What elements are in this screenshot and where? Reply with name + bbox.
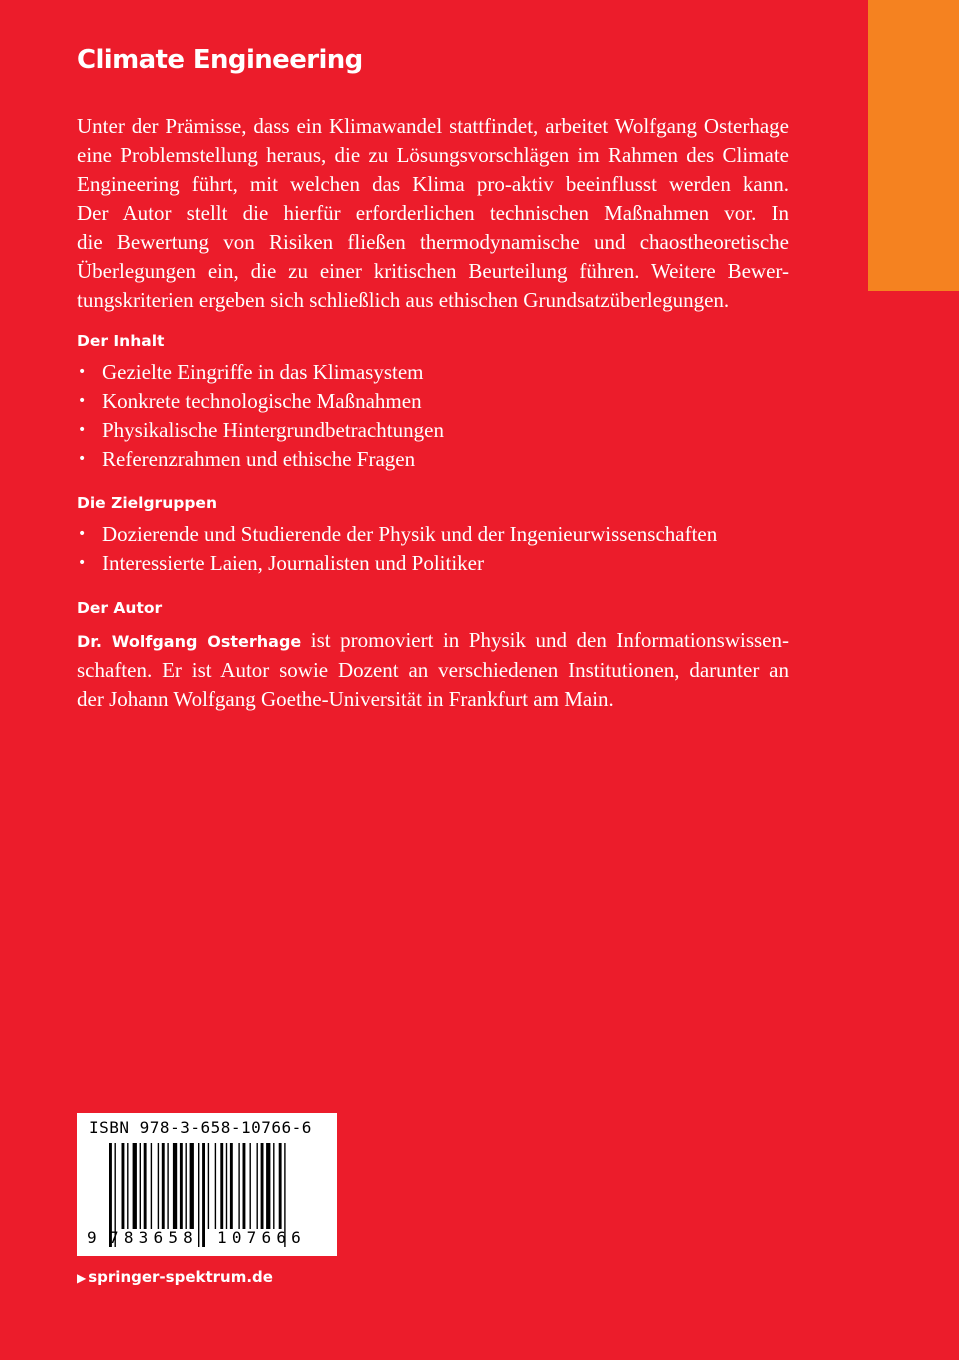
isbn-barcode-box [77, 1113, 337, 1256]
autor-heading: Der Autor [77, 599, 163, 617]
intro-paragraph [77, 112, 789, 315]
bio-line: schaften. Er ist Autor sowie Dozent an verschiedenen Institutionen, darunter an [77, 658, 789, 682]
zielgruppen-heading: Die Zielgruppen [77, 494, 217, 512]
intro-line: Der Autor stellt die hierfür erforderlichen technischen Maßnahmen vor. In [77, 201, 789, 225]
bullet-icon: • [78, 451, 87, 467]
bio-line: Dr. Wolfgang Osterhage ist promoviert in Physik und den Informationswissen- [77, 628, 789, 652]
intro-line: eine Problemstellung heraus, die zu Lösungsvorschlägen im Rahmen des Climate [77, 143, 789, 167]
list-item: • Referenzrahmen und ethische Fragen [77, 445, 444, 474]
list-item: • Gezielte Eingriffe in das Klimasystem [77, 358, 444, 387]
isbn-number: ISBN 978-3-658-10766-6 [89, 1118, 312, 1137]
arrow-right-icon: ▶ [77, 1271, 87, 1285]
website-url: springer-spektrum.de [88, 1268, 273, 1286]
book-title: Climate Engineering [77, 45, 363, 75]
orange-corner-tab [868, 0, 959, 291]
inhalt-list [77, 358, 444, 474]
barcode-left-digits: 783658 [109, 1228, 198, 1247]
list-item: • Physikalische Hintergrundbetrachtungen [77, 416, 444, 445]
list-item: • Dozierende und Studierende der Physik und der Ingenieurwissenschaften [77, 520, 717, 549]
bullet-icon: • [78, 526, 87, 542]
intro-line: tungskriterien ergeben sich schließlich aus ethischen Grundsatzüberlegungen. [77, 288, 730, 312]
inhalt-heading: Der Inhalt [77, 332, 165, 350]
list-item: • Konkrete technologische Maßnahmen [77, 387, 444, 416]
barcode-right-digits: 107666 [217, 1228, 306, 1247]
bullet-icon: • [78, 422, 87, 438]
zielgruppen-list [77, 520, 717, 578]
intro-line: Engineering führt, mit welchen das Klima pro-aktiv beeinflusst werden kann. [77, 172, 789, 196]
bullet-icon: • [78, 555, 87, 571]
intro-line: die Bewertung von Risiken fließen thermodynamische und chaostheoretische [77, 230, 789, 254]
barcode-first-digit: 9 [87, 1228, 97, 1247]
list-item: • Interessierte Laien, Journalisten und Politiker [77, 549, 717, 578]
bio-line: der Johann Wolfgang Goethe-Universität in Frankfurt am Main. [77, 687, 614, 711]
website-link[interactable] [77, 1268, 273, 1286]
intro-line: Überlegungen ein, die zu einer kritischen Beurteilung führen. Weitere Bewer- [77, 259, 789, 283]
bullet-icon: • [78, 393, 87, 409]
bullet-icon: • [78, 364, 87, 380]
author-bio [77, 626, 789, 714]
author-name: Dr. Wolfgang Osterhage [77, 632, 302, 651]
intro-line: Unter der Prämisse, dass ein Klimawandel stattfindet, arbeitet Wolfgang Osterhage [77, 114, 789, 138]
